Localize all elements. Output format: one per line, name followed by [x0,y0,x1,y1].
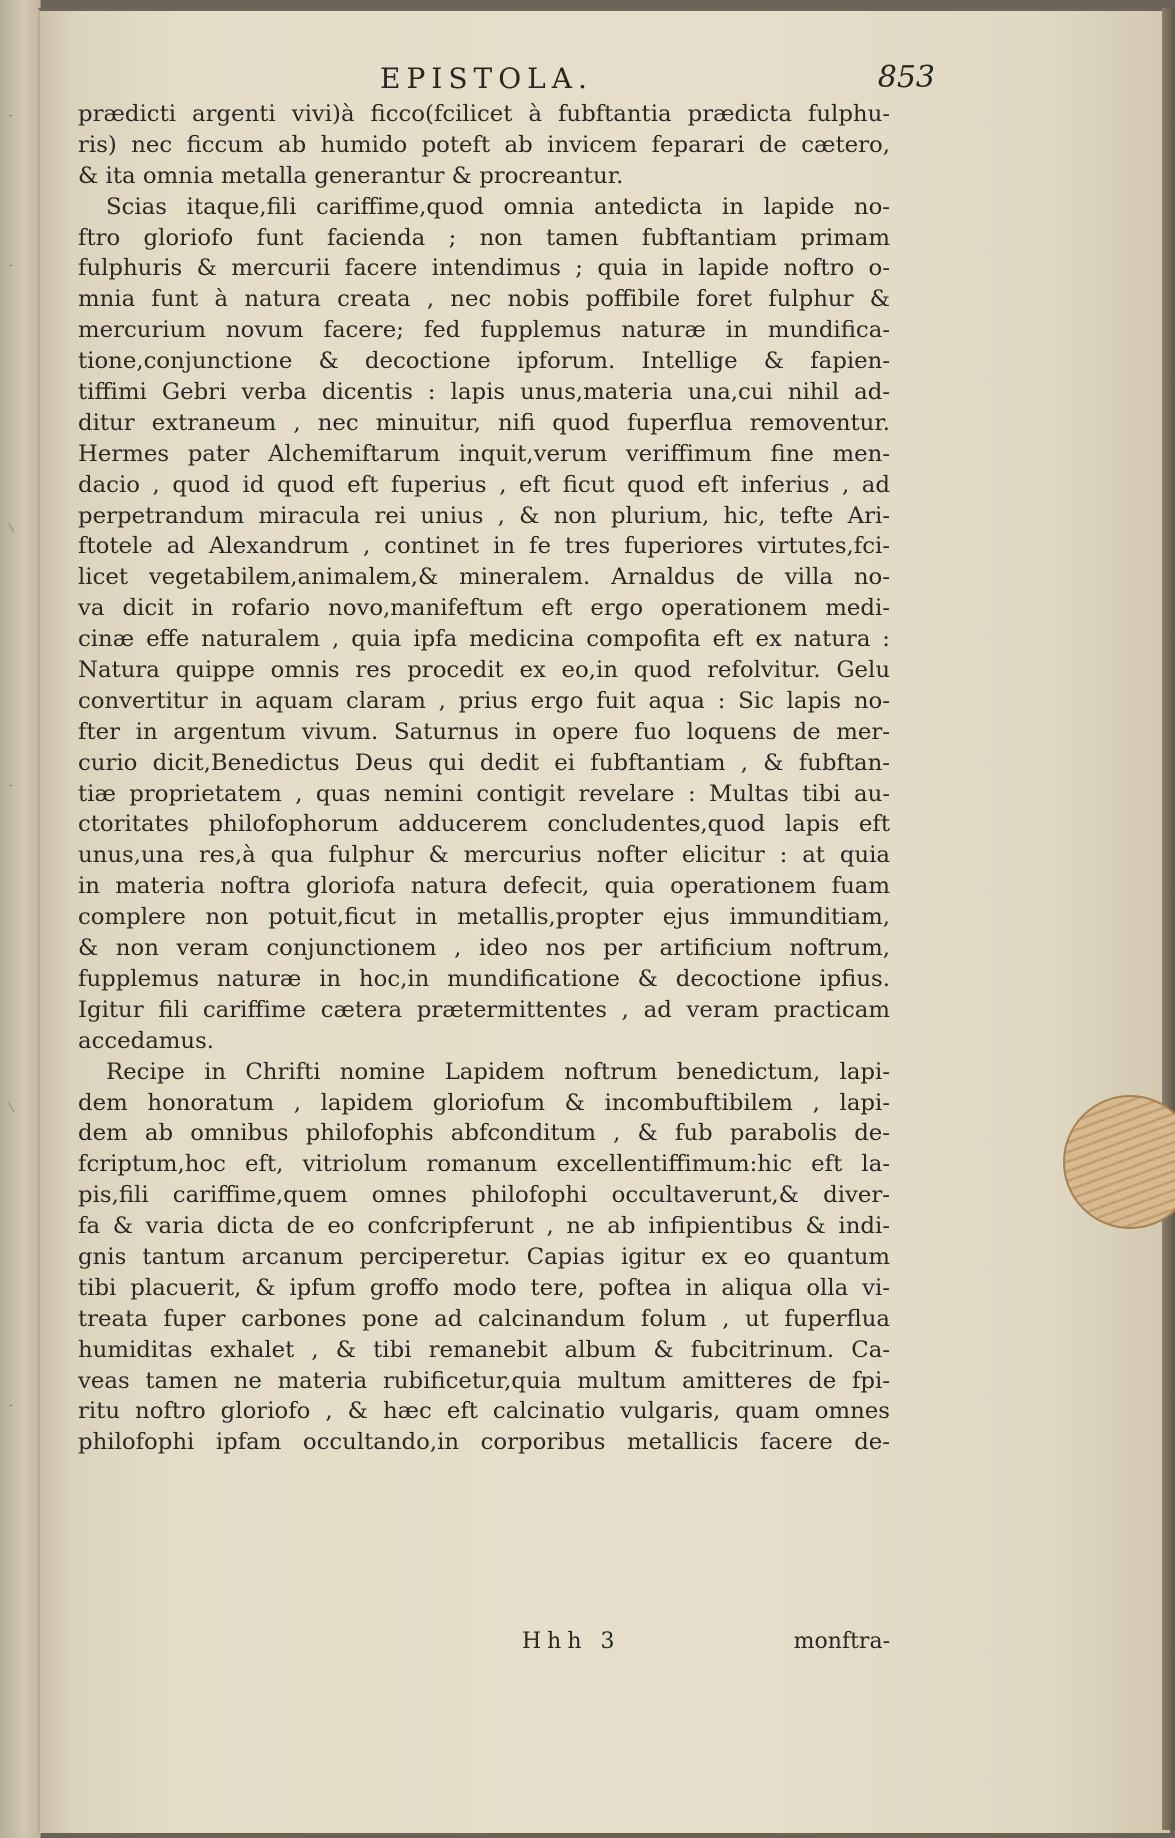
text-line: gnis tantum arcanum perciperetur. Capias igitur ex eo quantum [78,1243,890,1270]
text-line: Scias itaque,fili cariffime,quod omnia antedicta in lapide no- [106,193,890,220]
text-line: curio dicit,Benedictus Deus qui dedit ei fubftantiam , & fubftan- [78,749,890,776]
text-line: mnia funt à natura creata , nec nobis poffibile foret fulphur & [78,286,890,313]
body-text [78,99,890,1458]
facing-page-edge: ‘ ’ — ‘ — ’ [0,0,41,1838]
text-line: ftro gloriofo funt facienda ; non tamen fubftantiam primam [78,224,890,251]
text-line: dem honoratum , lapidem gloriofum & incombuftibilem , lapi- [78,1089,890,1116]
text-line: humiditas exhalet , & tibi remanebit album & fubcitrinum. Ca- [78,1336,890,1363]
text-line: fulphuris & mercurii facere intendimus ; quia in lapide noftro o- [78,255,890,282]
text-line: tiæ proprietatem , quas nemini contigit revelare : Multas tibi au- [78,780,890,807]
text-line: dacio , quod id quod eft fuperius , eft ficut quod eft inferius , ad [78,471,890,498]
page-edge [1162,8,1175,1830]
page-number: 853 [877,60,935,95]
text-line: fter in argentum vivum. Saturnus in opere fuo loquens de mer- [78,718,890,745]
text-line: ris) nec ficcum ab humido poteft ab invicem feparari de cætero, [78,131,890,158]
text-line: ctoritates philofophorum adducerem concludentes,quod lapis eft [78,811,890,838]
text-line: philofophi ipfam occultando,in corporibus metallicis facere de- [78,1429,890,1456]
text-line: perpetrandum miracula rei unius , & non plurium, hic, tefte Ari- [78,502,890,529]
text-line: treata fuper carbones pone ad calcinandum folum , ut fuperflua [78,1305,890,1332]
text-line: fupplemus naturæ in hoc,in mundificatione & decoctione ipfius. [78,965,890,992]
text-line: va dicit in rofario novo,manifeftum eft ergo operationem medi- [78,595,890,622]
text-line: ritu noftro gloriofo , & hæc eft calcinatio vulgaris, quam omnes [78,1398,890,1425]
text-line: ditur extraneum , nec minuitur, nifi quod fuperflua removentur. [78,409,890,436]
text-line: convertitur in aquam claram , prius ergo fuit aqua : Sic lapis no- [78,687,890,714]
text-line: unus,una res,à qua fulphur & mercurius nofter elicitur : at quia [78,842,890,869]
text-line: licet vegetabilem,animalem,& mineralem. Arnaldus de villa no- [78,564,890,591]
text-line: & non veram conjunctionem , ideo nos per artificium noftrum, [78,935,890,962]
text-line: & ita omnia metalla generantur & procreantur. [78,162,624,189]
text-line: pis,fili cariffime,quem omnes philofophi occultaverunt,& diver- [78,1182,890,1209]
running-title: EPISTOLA. [380,62,593,95]
text-line: fa & varia dicta de eo confcripferunt , ne ab infipientibus & indi- [78,1213,890,1240]
text-line: fcriptum,hoc eft, vitriolum romanum excellentiffimum:hic eft la- [78,1151,890,1178]
text-line: Recipe in Chrifti nomine Lapidem noftrum benedictum, lapi- [106,1058,890,1085]
text-line: veas tamen ne materia rubificetur,quia multum amitteres de fpi- [78,1367,890,1394]
text-line: Natura quippe omnis res procedit ex eo,in quod refolvitur. Gelu [78,657,890,684]
text-line: mercurium novum facere; fed fupplemus naturæ in mundifica- [78,317,890,344]
page-footer [70,1629,890,1661]
text-line: tibi placuerit, & ipfum groffo modo tere, poftea in aliqua olla vi- [78,1274,890,1301]
text-line: cinæ effe naturalem , quia ipfa medicina compofita eft ex natura : [78,626,890,653]
text-line: Igitur fili cariffime cætera prætermittentes , ad veram practicam [78,996,890,1023]
text-line: ftotele ad Alexandrum , continet in fe tres fuperiores virtutes,fci- [78,533,890,560]
text-line: dem ab omnibus philofophis abfconditum , & fub parabolis de- [78,1120,890,1147]
text-line: accedamus. [78,1027,215,1054]
text-line: prædicti argenti vivi)à ficco(fcilicet à fubftantia prædicta fulphu- [78,101,890,127]
signature-mark: Hhh 3 [522,1629,621,1654]
catchword: monftra- [793,1629,890,1654]
text-line: tiffimi Gebri verba dicentis : lapis unus,materia una,cui nihil ad- [78,379,890,406]
text-line: in materia noftra gloriofa natura defecit, quia operationem fuam [78,873,890,900]
text-line: tione,conjunctione & decoctione ipforum. Intellige & fapien- [78,348,890,375]
text-line: complere non potuit,ficut in metallis,propter ejus immunditiam, [78,904,890,931]
text-line: Hermes pater Alchemiftarum inquit,verum veriffimum fine men- [78,440,890,467]
